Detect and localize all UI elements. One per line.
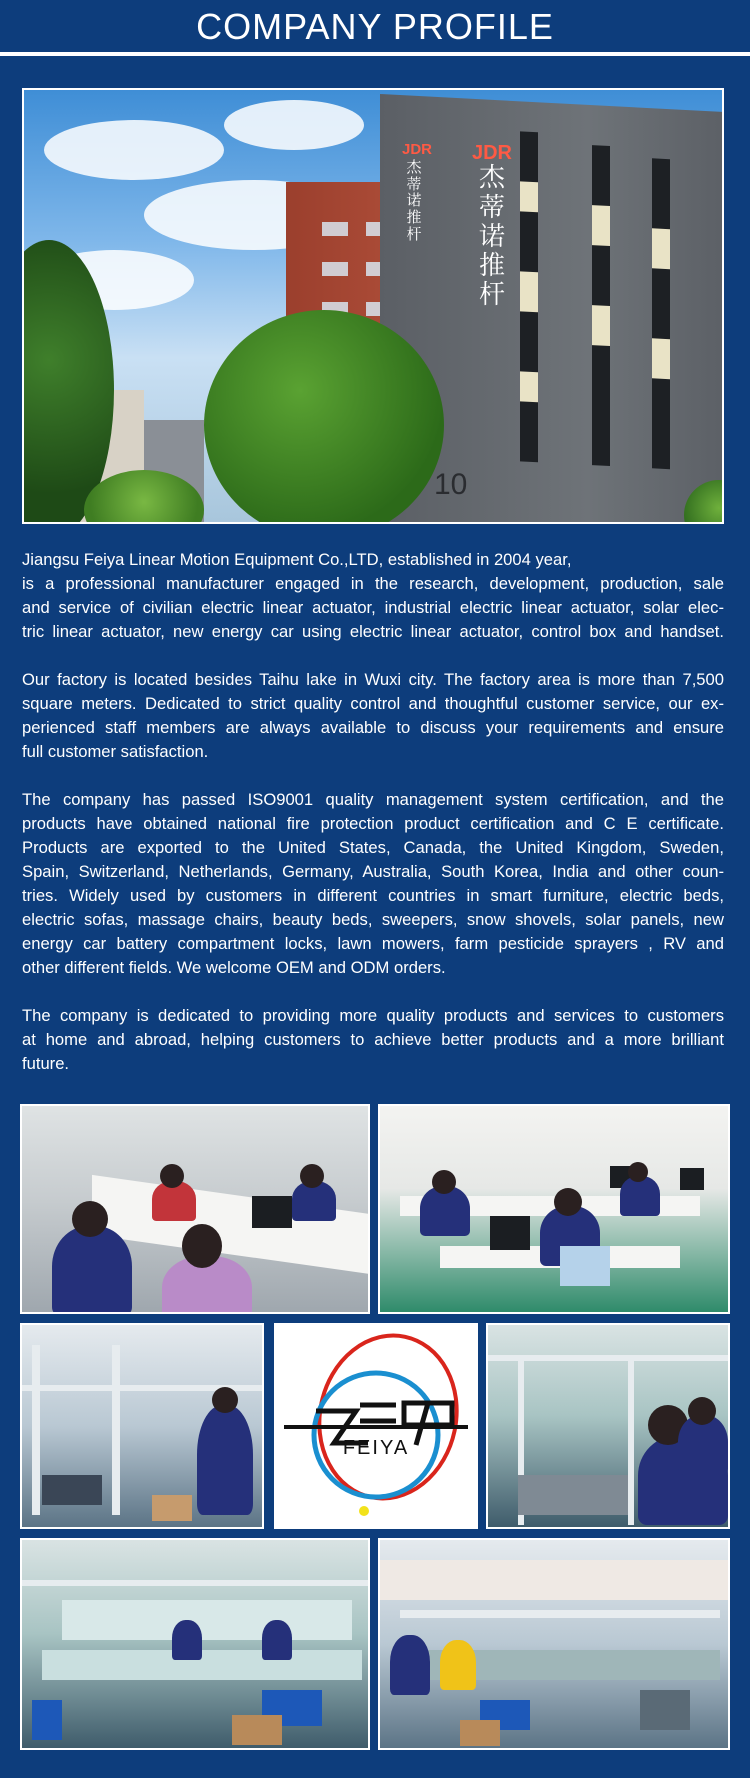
feiya-logo bbox=[274, 1323, 478, 1529]
workshop-photo-1 bbox=[20, 1323, 264, 1529]
intro-paragraph: Jiangsu Feiya Linear Motion Equipment Co.,LTD, established in 2004 year, is a professional manufacturer engaged in the research, development, production, sale and service of civilian electric linear actuator, industrial electric linear actuator, solar elec- tric linear actuator, new energy car using electric linear actuator, control box and handset. bbox=[22, 550, 724, 641]
production-line-photo-1 bbox=[20, 1538, 370, 1750]
mission-paragraph: The company is dedicated to providing more quality products and services to customers at home and abroad, helping customers to achieve better products and a more brilliant future. bbox=[22, 1006, 724, 1073]
page-title: COMPANY PROFILE bbox=[196, 6, 554, 47]
building-sign-large: JDR 杰 蒂 诺 推 杆 bbox=[471, 142, 512, 310]
feiya-wordmark: FEIYA bbox=[342, 1437, 410, 1459]
office-photo-1 bbox=[20, 1104, 370, 1314]
feiya-logo-icon bbox=[276, 1325, 476, 1527]
company-description bbox=[22, 548, 724, 1100]
workshop-photo-2 bbox=[486, 1323, 730, 1529]
office-photo-2 bbox=[378, 1104, 730, 1314]
page-header bbox=[0, 0, 750, 52]
building-number: 10 bbox=[434, 468, 468, 501]
production-line-photo-2 bbox=[378, 1538, 730, 1750]
factory-paragraph: Our factory is located besides Taihu lake in Wuxi city. The factory area is more than 7,500 square meters. Dedicated to strict quality control and thoughtful customer service, our ex- perienced staff members are always available to discuss your requirements and ensure full customer satisfaction. bbox=[22, 670, 724, 761]
header-divider bbox=[0, 52, 750, 56]
building-sign-small: JDR 杰 蒂 诺 推 杆 bbox=[402, 141, 433, 243]
certification-paragraph: The company has passed ISO9001 quality management system certification, and the products have obtained national fire protection product certification and C E certificate. Products are exported to the United States, Canada, the United Kingdom, Sweden, Spain, Switzerland, Netherlands, Germany, Australia, South Korea, India and other coun- tries. Widely used by customers in different countries in smart furniture, electric beds, electric sofas, massage chairs, beauty beds, sweepers, snow shovels, solar panels, new energy car battery compartment locks, lawn mowers, farm pesticide sprayers , RV and other different fields. We welcome OEM and ODM orders. bbox=[22, 790, 724, 977]
factory-building-photo bbox=[22, 88, 724, 524]
